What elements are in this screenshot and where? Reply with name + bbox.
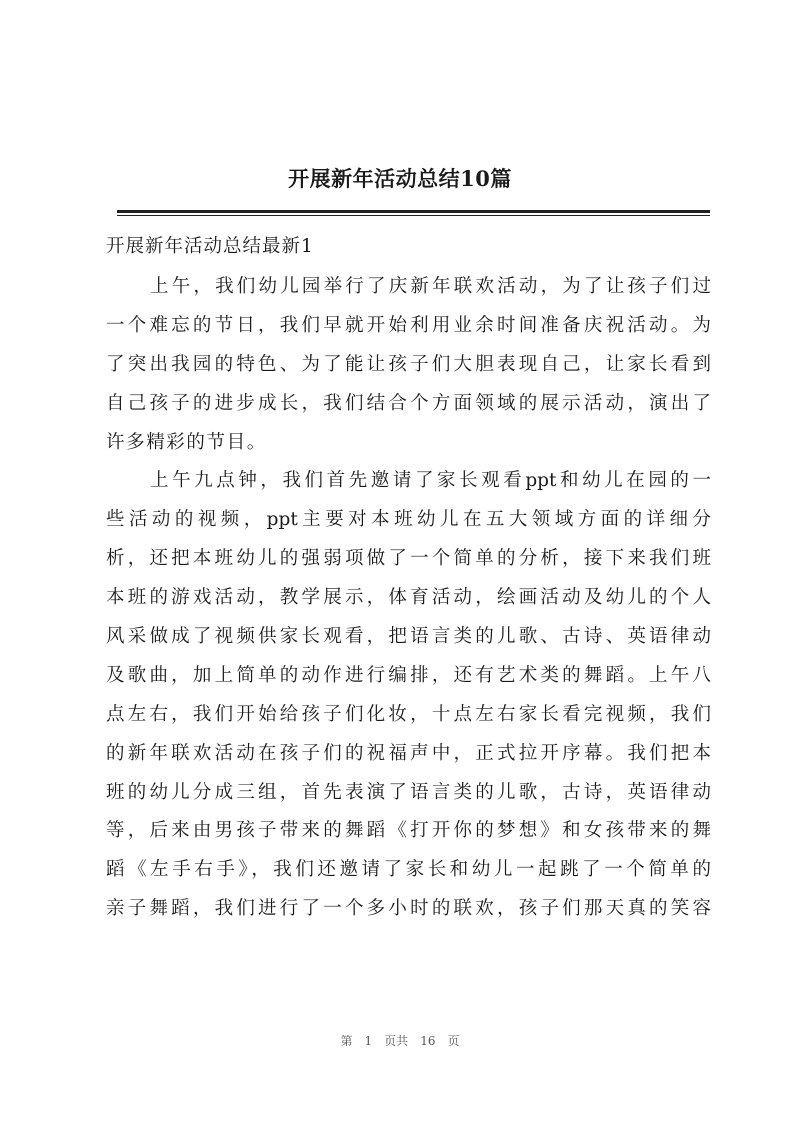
document-title: 开展新年活动总结10篇 [288, 166, 512, 191]
title-underline-thin [117, 215, 710, 216]
section-heading: 开展新年活动总结最新1 [106, 236, 314, 257]
title-underline-thick [117, 210, 710, 213]
paragraph-line: 点左右，我们开始给孩子们化妆，十点左右家长看完视频，我们 [106, 703, 711, 725]
paragraph-line: 上午九点钟，我们首先邀请了家长观看ppt和幼儿在园的一 [150, 470, 711, 492]
footer-label-pages: 页 [447, 1034, 460, 1048]
paragraph-line: 了突出我园的特色、为了能让孩子们大胆表现自己，让家长看到 [106, 353, 711, 375]
page-footer [0, 1032, 800, 1049]
paragraph-line: 一个难忘的节日，我们早就开始利用业余时间准备庆祝活动。为 [106, 314, 711, 336]
body-text [106, 268, 711, 929]
paragraph-line: 本班的游戏活动，教学展示，体育活动，绘画活动及幼儿的个人 [106, 587, 711, 609]
paragraph-line: 蹈《左手右手》，我们还邀请了家长和幼儿一起跳了一个简单的 [106, 859, 711, 881]
paragraph-line: 自己孩子的进步成长，我们结合个方面领域的展示活动，演出了 [106, 392, 711, 414]
footer-total-pages: 16 [420, 1034, 436, 1048]
footer-current-page: 1 [364, 1034, 373, 1048]
paragraph-line: 析，还把本班幼儿的强弱项做了一个简单的分析，接下来我们班 [106, 548, 711, 570]
footer-label-of: 页共 [384, 1034, 409, 1048]
paragraph-line: 亲子舞蹈，我们进行了一个多小时的联欢，孩子们那天真的笑容 [106, 898, 711, 920]
paragraph-line: 风采做成了视频供家长观看，把语言类的儿歌、古诗、英语律动 [106, 626, 711, 648]
paragraph-line: 些活动的视频，ppt主要对本班幼儿在五大领域方面的详细分 [106, 509, 711, 531]
paragraph-line: 等，后来由男孩子带来的舞蹈《打开你的梦想》和女孩带来的舞 [106, 820, 711, 842]
paragraph-line: 及歌曲，加上简单的动作进行编排，还有艺术类的舞蹈。上午八 [106, 664, 711, 686]
footer-label-page: 第 [340, 1034, 353, 1048]
paragraph-line: 的新年联欢活动在孩子们的祝福声中，正式拉开序幕。我们把本 [106, 742, 711, 764]
paragraph-line: 许多精彩的节目。 [106, 431, 267, 453]
paragraph-line: 上午，我们幼儿园举行了庆新年联欢活动，为了让孩子们过 [150, 276, 711, 297]
paragraph-line: 班的幼儿分成三组，首先表演了语言类的儿歌，古诗，英语律动 [106, 781, 711, 803]
